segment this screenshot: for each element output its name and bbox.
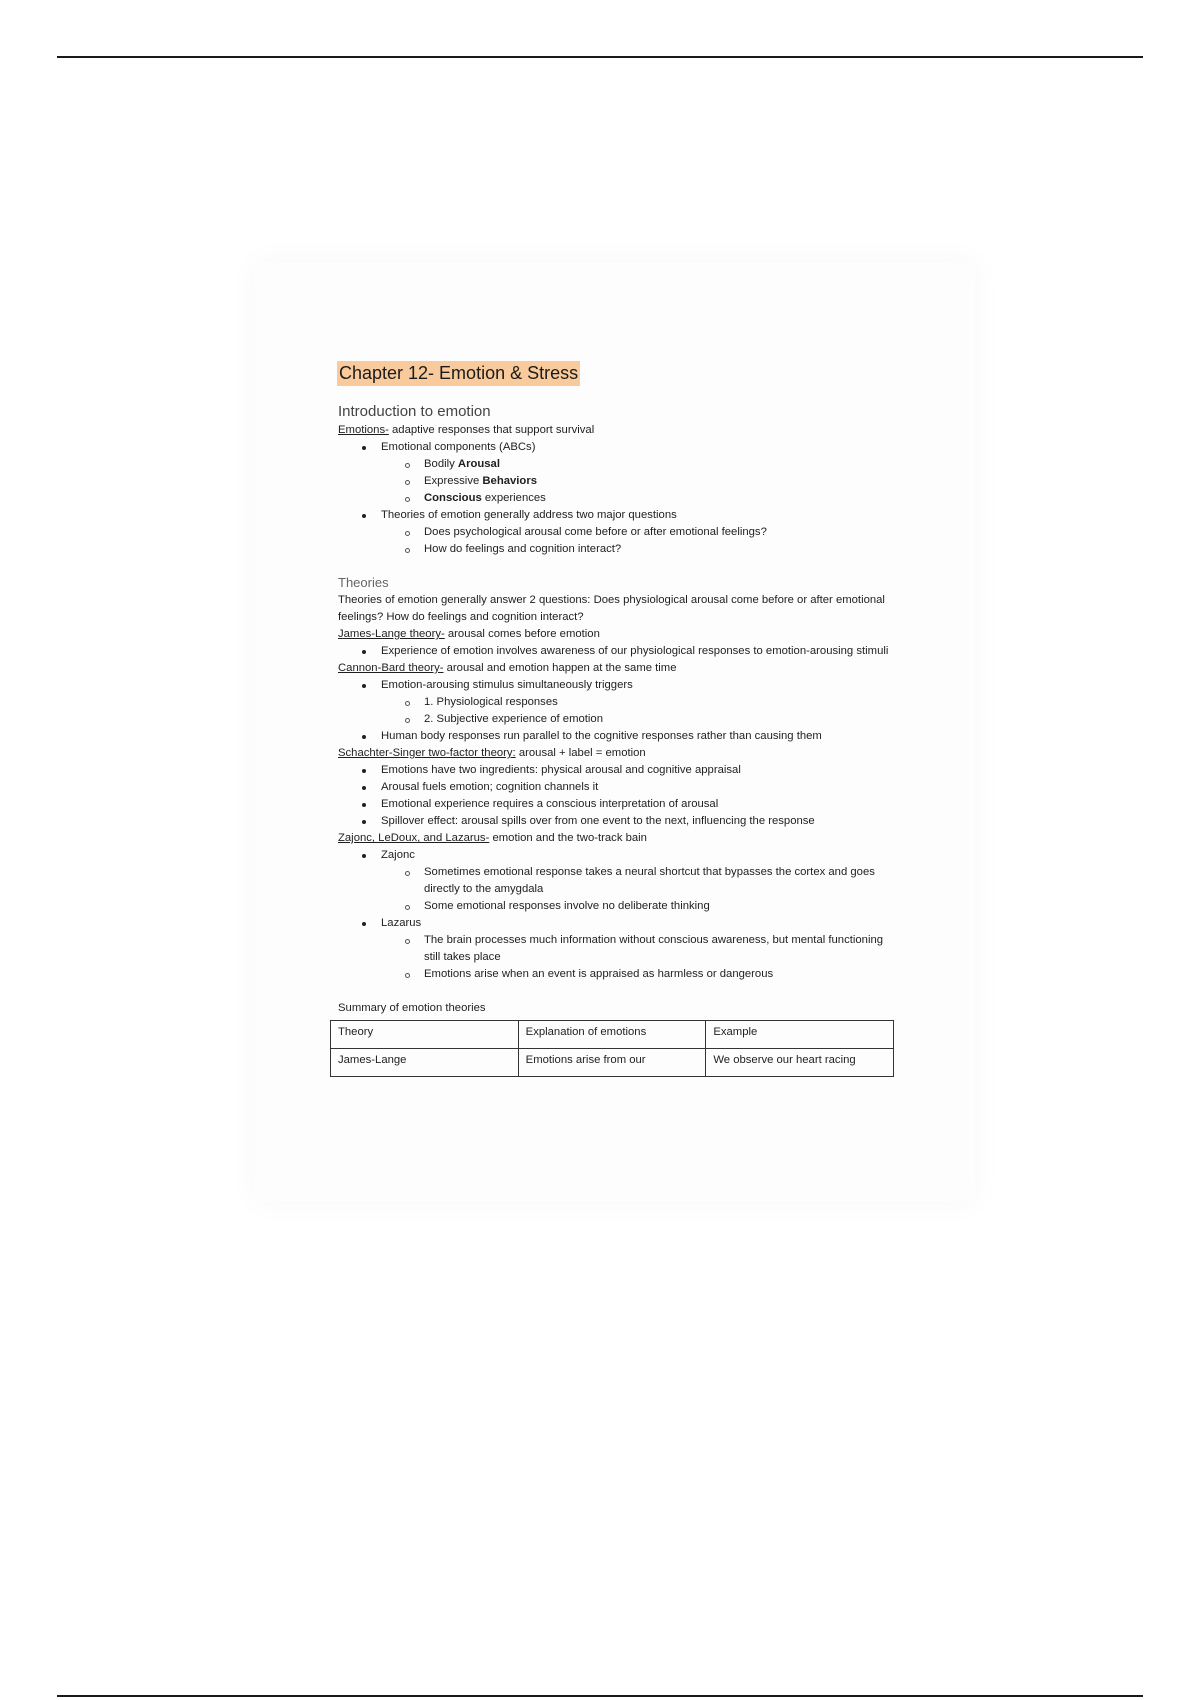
table-row — [331, 1049, 894, 1077]
intro-list — [338, 439, 898, 558]
james-lange-list — [338, 643, 898, 660]
term-schachter-singer: Schachter-Singer two-factor theory: — [338, 747, 516, 759]
list-item: The brain processes much information without conscious awareness, but mental functioning still takes place — [338, 932, 898, 966]
table-header-cell: Theory — [331, 1021, 519, 1049]
summary-caption: Summary of emotion theories — [338, 1002, 486, 1014]
table-header-cell: Explanation of emotions — [518, 1021, 706, 1049]
definition-emotions — [338, 422, 898, 439]
two-track-list — [338, 847, 898, 983]
list-item: How do feelings and cognition interact? — [338, 541, 898, 558]
list-item: Spillover effect: arousal spills over from one event to the next, influencing the response — [338, 813, 898, 830]
schachter-singer-line: Schachter-Singer two-factor theory: arousal + label = emotion — [338, 747, 646, 759]
list-item: Theories of emotion generally address two major questions — [338, 507, 898, 524]
list-item: 2. Subjective experience of emotion — [338, 711, 898, 728]
heading-theories: Theories — [338, 575, 389, 590]
list-item: Emotion-arousing stimulus simultaneously triggers — [338, 677, 898, 694]
term-zajonc-ledoux-lazarus: Zajonc, LeDoux, and Lazarus- — [338, 832, 490, 844]
list-item: Lazarus — [338, 915, 898, 932]
list-item: Some emotional responses involve no deliberate thinking — [338, 898, 898, 915]
definition-text: adaptive responses that support survival — [388, 424, 595, 436]
table-header-row — [331, 1021, 894, 1049]
list-item: Bodily Arousal — [338, 456, 898, 473]
list-item: 1. Physiological responses — [338, 694, 898, 711]
summary-table — [330, 1020, 894, 1077]
table-cell: James-Lange — [331, 1049, 519, 1077]
schachter-singer-list — [338, 762, 898, 830]
list-item: Conscious experiences — [338, 490, 898, 507]
heading-introduction: Introduction to emotion — [338, 403, 491, 420]
list-item: Experience of emotion involves awareness of our physiological responses to emotion-arousing stimuli — [338, 643, 898, 660]
table-cell: Emotions arise from our — [518, 1049, 706, 1077]
cannon-bard-list — [338, 677, 898, 745]
list-item: Sometimes emotional response takes a neural shortcut that bypasses the cortex and goes directly to the amygdala — [338, 864, 898, 898]
list-item: Expressive Behaviors — [338, 473, 898, 490]
theories-intro: Theories of emotion generally answer 2 questions: Does physiological arousal come before or after emotional feelings? How do feelings and cognition interact? — [338, 594, 885, 623]
top-rule — [57, 56, 1143, 58]
zajonc-ledoux-lazarus-line: Zajonc, LeDoux, and Lazarus- emotion and the two-track bain — [338, 832, 647, 844]
bottom-rule — [57, 1695, 1143, 1697]
table-cell: We observe our heart racing — [706, 1049, 894, 1077]
list-item: Emotions arise when an event is appraised as harmless or dangerous — [338, 966, 898, 983]
document-page — [255, 262, 975, 1202]
cannon-bard-line: Cannon-Bard theory- arousal and emotion happen at the same time — [338, 662, 677, 674]
james-lange-line: James-Lange theory- arousal comes before emotion — [338, 628, 600, 640]
list-item: Zajonc — [338, 847, 898, 864]
list-item: Does psychological arousal come before or after emotional feelings? — [338, 524, 898, 541]
term-emotions: Emotions- — [338, 424, 389, 436]
list-item: Arousal fuels emotion; cognition channels it — [338, 779, 898, 796]
list-item: Emotional experience requires a conscious interpretation of arousal — [338, 796, 898, 813]
list-item: Emotional components (ABCs) — [338, 439, 898, 456]
term-james-lange: James-Lange theory- — [338, 628, 445, 640]
table-header-cell: Example — [706, 1021, 894, 1049]
document-content — [338, 361, 898, 1077]
list-item: Emotions have two ingredients: physical arousal and cognitive appraisal — [338, 762, 898, 779]
page-title: Chapter 12- Emotion & Stress — [337, 361, 580, 386]
list-item: Human body responses run parallel to the cognitive responses rather than causing them — [338, 728, 898, 745]
term-cannon-bard: Cannon-Bard theory- — [338, 662, 444, 674]
